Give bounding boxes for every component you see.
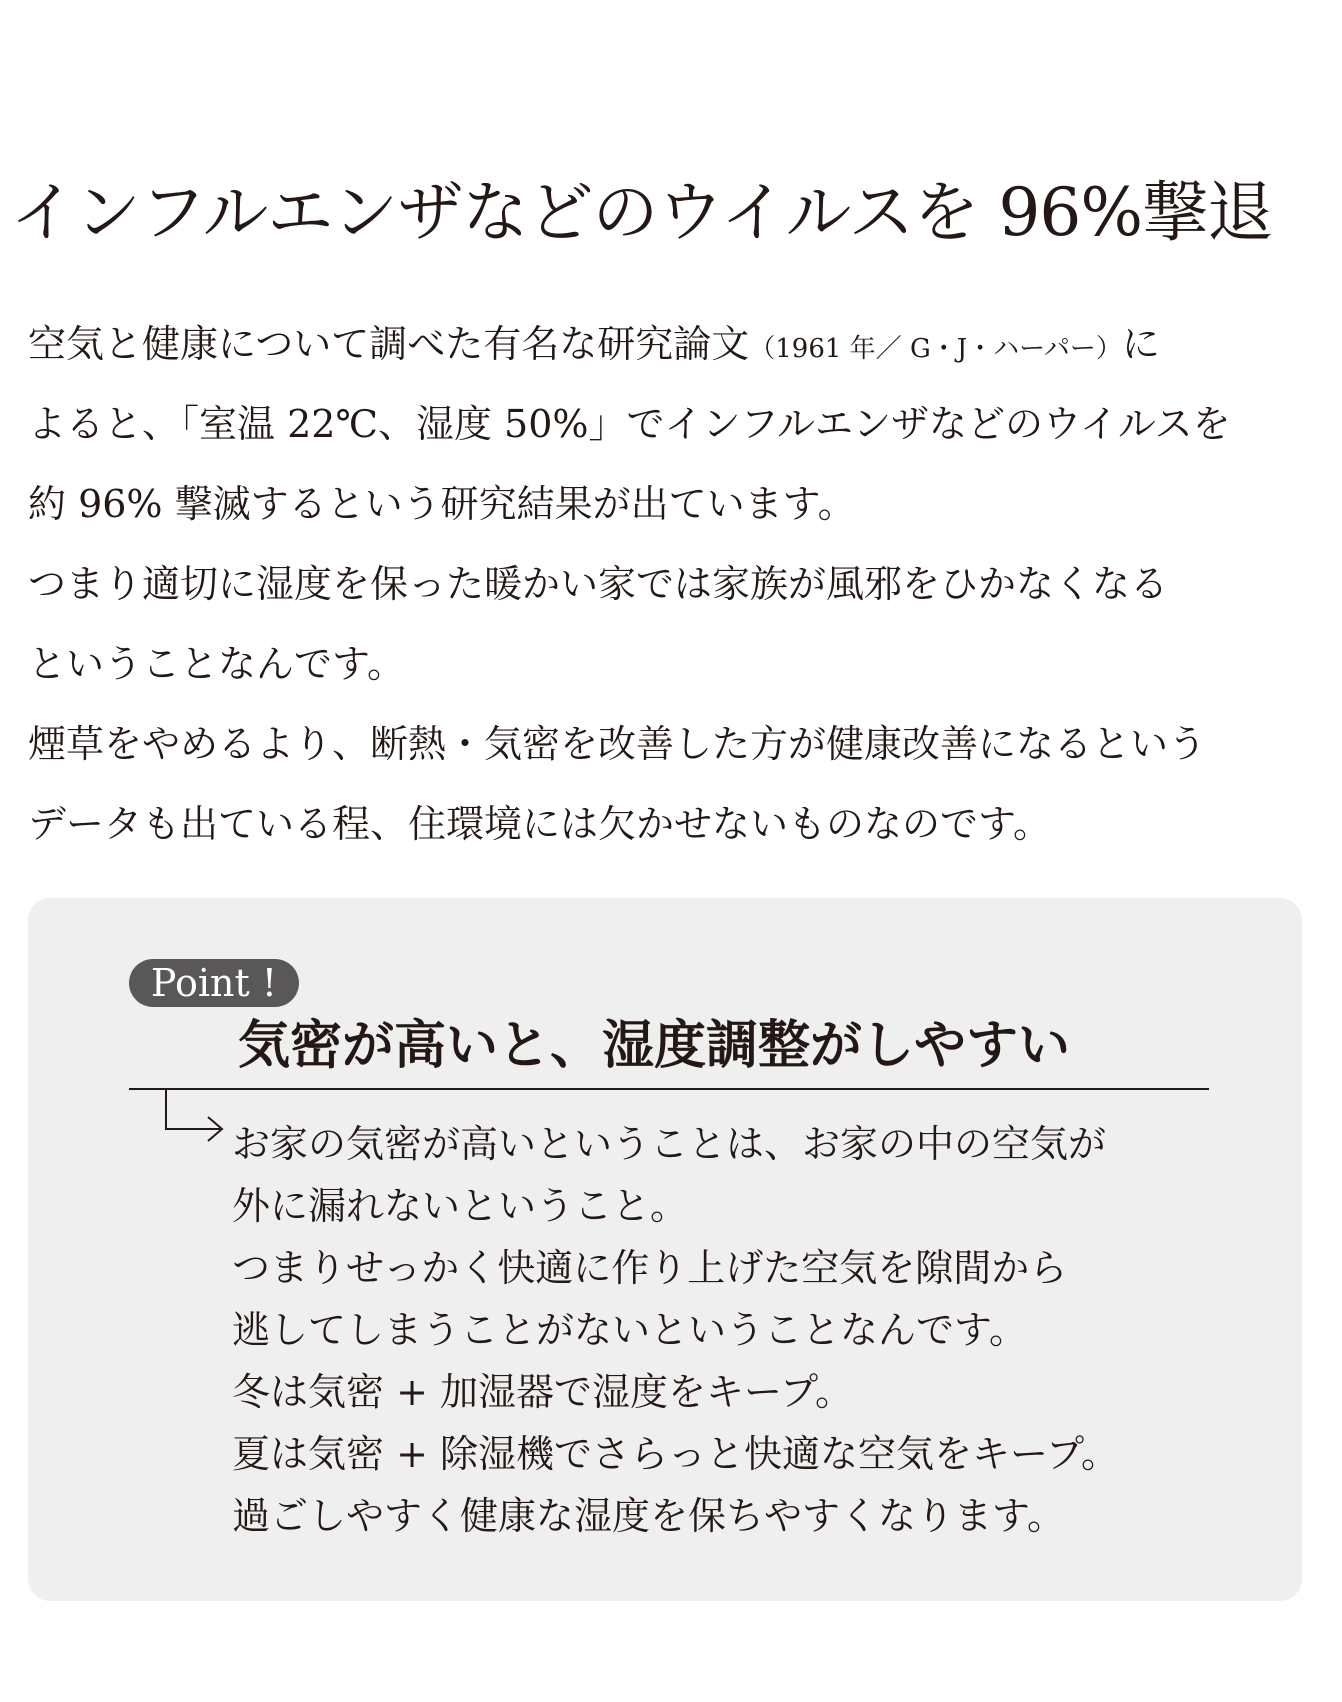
- point-line: 逃してしまうことがないということなんです。: [232, 1308, 1027, 1352]
- divider: [129, 1088, 1209, 1090]
- point-line: つまりせっかく快適に作り上げた空気を隙間から: [232, 1246, 1068, 1290]
- intro-line: データも出ている程、住環境には欠かせないものなのです。: [28, 802, 1051, 846]
- point-line: 外に漏れないということ。: [232, 1184, 689, 1228]
- intro-line-text: 空気と健康について調べた有名な研究論文: [28, 322, 750, 366]
- intro-line-end: に: [1121, 322, 1160, 366]
- point-line: 冬は気密 + 加湿器で湿度をキープ。: [232, 1370, 854, 1414]
- point-box: [28, 898, 1302, 1601]
- citation-text: （1961 年／ G・J・ハーパー）: [749, 334, 1122, 364]
- arrow-right-icon: [164, 1089, 236, 1149]
- intro-line: 約 96% 撃滅するという研究結果が出ています。: [28, 482, 856, 526]
- point-line: 夏は気密 + 除湿機でさらっと快適な空気をキープ。: [232, 1432, 1120, 1476]
- point-body: [232, 1113, 1272, 1547]
- point-line: お家の気密が高いということは、お家の中の空気が: [232, 1122, 1107, 1166]
- intro-paragraph: [28, 304, 1328, 864]
- point-badge: Point !: [129, 959, 299, 1007]
- intro-line: つまり適切に湿度を保った暖かい家では家族が風邪をひかなくなる: [28, 562, 1169, 606]
- point-title: 気密が高いと、湿度調整がしやすい: [238, 1015, 1071, 1076]
- intro-line: ということなんです。: [28, 642, 405, 686]
- intro-line: [28, 304, 1328, 384]
- intro-line: よると、「室温 22℃、湿度 50%」でインフルエンザなどのウイルスを: [28, 402, 1231, 446]
- page-title: インフルエンザなどのウイルスを 96%撃退: [10, 174, 1273, 251]
- intro-line: 煙草をやめるより、断熱・気密を改善した方が健康改善になるという: [28, 722, 1207, 766]
- point-line: 過ごしやすく健康な湿度を保ちやすくなります。: [232, 1494, 1065, 1538]
